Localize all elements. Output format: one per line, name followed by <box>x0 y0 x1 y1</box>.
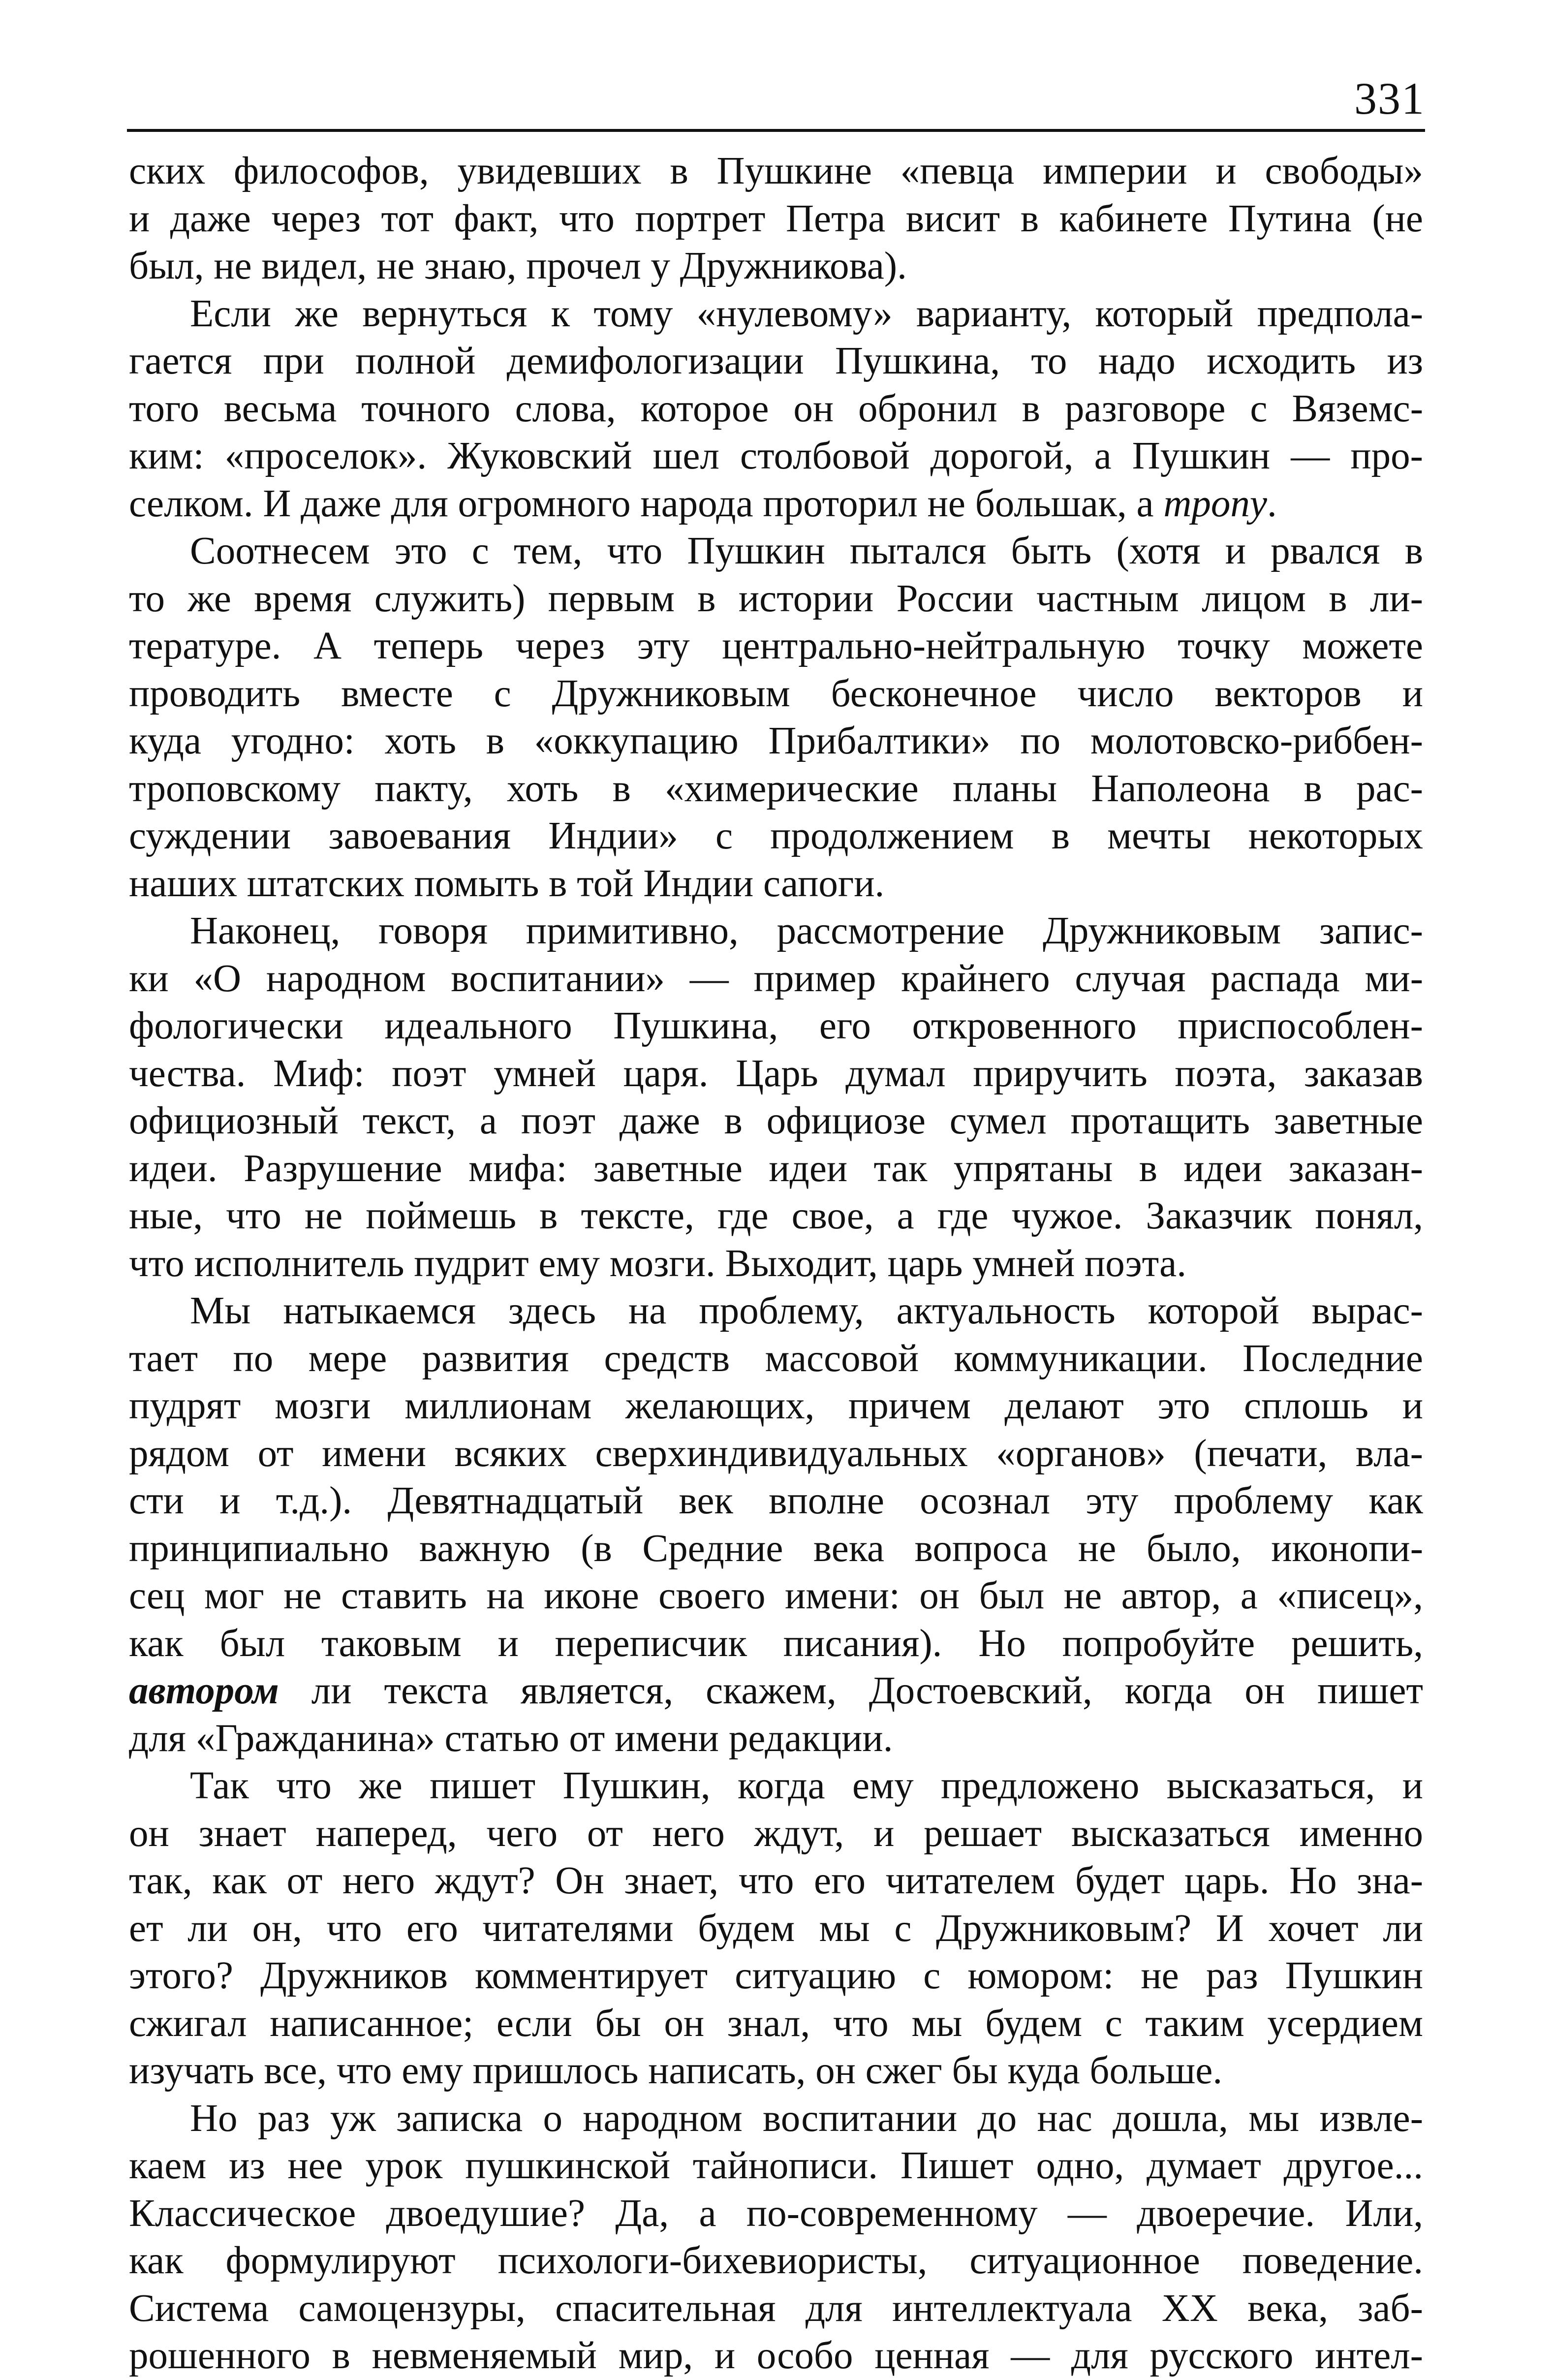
line-text: так, как от него ждут? Он знает, что его читателем будет царь. Но зна- <box>129 1859 1423 1902</box>
text-line <box>129 2000 1423 2048</box>
text-line <box>129 813 1423 860</box>
paragraph <box>129 1287 1423 1762</box>
line-text: Система самоцензуры, спасительная для интеллектуала XX века, заб- <box>129 2286 1423 2330</box>
line-text: Но раз уж записка о народном воспитании до нас дошла, мы извле- <box>190 2097 1423 2140</box>
text-line <box>129 670 1423 718</box>
bold-italic-word: автором <box>129 1669 279 1712</box>
text-line <box>129 2332 1423 2380</box>
text-line <box>129 1762 1423 1810</box>
text-line <box>129 2142 1423 2190</box>
text-line <box>129 290 1423 338</box>
line-text: Классическое двоедушие? Да, а по-современному — двоеречие. Или, <box>129 2192 1423 2235</box>
text-line <box>129 1905 1423 1953</box>
text-line <box>129 718 1423 765</box>
text-line <box>129 243 1423 290</box>
header-rule <box>127 129 1425 132</box>
text-line <box>129 1810 1423 1858</box>
text-line <box>129 2190 1423 2238</box>
text-line <box>129 955 1423 1003</box>
text-line <box>129 385 1423 433</box>
text-line <box>129 480 1423 528</box>
line-text: рошенного в невменяемый мир, и особо ценная — для русского интел- <box>129 2334 1423 2377</box>
text-line <box>129 1050 1423 1098</box>
line-text: каем из нее урок пушкинской тайнописи. Пишет одно, думает другое... <box>129 2144 1423 2187</box>
text-line <box>129 1715 1423 1763</box>
line-text: ет ли он, что его читателями будем мы с Дружниковым? И хочет ли <box>129 1907 1423 1950</box>
paragraph <box>129 2095 1423 2380</box>
line-text: селком. И даже для огромного народа проторил не большак, а <box>129 482 1164 525</box>
line-text: того весьма точного слова, которое он обронил в разговоре с Вяземс- <box>129 387 1423 430</box>
text-line <box>129 1097 1423 1145</box>
line-text: сти и т.д.). Девятнадцатый век вполне осознал эту проблему как <box>129 1479 1423 1522</box>
text-line <box>129 765 1423 813</box>
line-text: . <box>1267 482 1277 525</box>
line-text: ные, что не поймешь в тексте, где свое, а где чужое. Заказчик понял, <box>129 1194 1423 1237</box>
line-text: наших штатских помыть в той Индии сапоги. <box>129 862 885 905</box>
line-text: фологически идеального Пушкина, его откровенного приспособлен- <box>129 1004 1423 1047</box>
italic-word: тропу <box>1163 482 1267 525</box>
line-text: как был таковым и переписчик писания). Но попробуйте решить, <box>129 1622 1423 1665</box>
line-text: идеи. Разрушение мифа: заветные идеи так упрятаны в идеи заказан- <box>129 1147 1423 1190</box>
page-number: 331 <box>1354 73 1425 124</box>
line-text: тературе. А теперь через эту центрально-нейтральную точку можете <box>129 625 1423 667</box>
text-line <box>129 2095 1423 2143</box>
line-text: троповскому пакту, хоть в «химерические планы Наполеона в рас- <box>129 767 1423 810</box>
line-text: куда угодно: хоть в «оккупацию Прибалтики» по молотовско-риббен- <box>129 720 1423 762</box>
paragraph <box>129 148 1423 290</box>
text-line <box>129 1477 1423 1525</box>
line-text: ким: «проселок». Жуковский шел столбовой дорогой, а Пушкин — про- <box>129 435 1423 477</box>
text-line <box>129 1572 1423 1620</box>
paragraph <box>129 908 1423 1287</box>
text-line <box>129 528 1423 575</box>
text-line <box>129 1667 1423 1715</box>
body-text <box>129 148 1423 2377</box>
text-line <box>129 1192 1423 1240</box>
line-text: Если же вернуться к тому «нулевому» варианту, который предпола- <box>190 292 1423 335</box>
text-line <box>129 908 1423 955</box>
text-line <box>129 1430 1423 1478</box>
text-line <box>129 1382 1423 1430</box>
line-text: принципиально важную (в Средние века вопроса не было, иконопи- <box>129 1527 1423 1570</box>
line-text: Соотнесем это с тем, что Пушкин пытался быть (хотя и рвался в <box>190 530 1423 572</box>
paragraph <box>129 290 1423 528</box>
line-text: сжигал написанное; если бы он знал, что мы будем с таким усердием <box>129 2002 1423 2045</box>
line-text: как формулируют психологи-бихевиористы, ситуационное поведение. <box>129 2239 1423 2282</box>
line-text: Наконец, говоря примитивно, рассмотрение Дружниковым запис- <box>190 909 1423 952</box>
text-line <box>129 575 1423 623</box>
line-text: что исполнитель пудрит ему мозги. Выходит, царь умней поэта. <box>129 1242 1186 1285</box>
line-text: ских философов, увидевших в Пушкине «певца империи и свободы» <box>129 150 1423 192</box>
line-text: пудрят мозги миллионам желающих, причем делают это сплошь и <box>129 1384 1423 1427</box>
text-line <box>129 1620 1423 1668</box>
line-text: ки «О народном воспитании» — пример крайнего случая распада ми- <box>129 957 1423 1000</box>
text-line <box>129 148 1423 195</box>
text-line <box>129 2285 1423 2333</box>
line-text: и даже через тот факт, что портрет Петра висит в кабинете Путина (не <box>129 197 1423 240</box>
text-line <box>129 1335 1423 1383</box>
line-text: гается при полной демифологизации Пушкина, то надо исходить из <box>129 340 1423 382</box>
line-text: то же время служить) первым в истории России частным лицом в ли- <box>129 577 1423 620</box>
line-text: он знает наперед, чего от него ждут, и решает высказаться именно <box>129 1812 1423 1855</box>
text-line <box>129 1525 1423 1573</box>
line-text: этого? Дружников комментирует ситуацию с юмором: не раз Пушкин <box>129 1954 1423 1997</box>
line-text: изучать все, что ему пришлось написать, он сжег бы куда больше. <box>129 2049 1223 2092</box>
line-text: суждении завоевания Индии» с продолжением в мечты некоторых <box>129 814 1423 857</box>
line-text: проводить вместе с Дружниковым бесконечное число векторов и <box>129 672 1423 715</box>
paragraph <box>129 528 1423 908</box>
line-text: был, не видел, не знаю, прочел у Дружникова). <box>129 245 907 287</box>
line-text: Мы натыкаемся здесь на проблему, актуальность которой вырас- <box>190 1289 1423 1332</box>
line-text: чества. Миф: поэт умней царя. Царь думал приручить поэта, заказав <box>129 1052 1423 1095</box>
line-text: рядом от имени всяких сверхиндивидуальных «органов» (печати, вла- <box>129 1432 1423 1475</box>
line-text: ли текста является, скажем, Достоевский, когда он пишет <box>279 1669 1423 1712</box>
page-header <box>127 74 1425 138</box>
text-line <box>129 1857 1423 1905</box>
line-text: официозный текст, а поэт даже в официозе сумел протащить заветные <box>129 1099 1423 1142</box>
text-line <box>129 2047 1423 2095</box>
line-text: Так что же пишет Пушкин, когда ему предложено высказаться, и <box>190 1764 1423 1807</box>
line-text: сец мог не ставить на иконе своего имени: он был не автор, а «писец», <box>129 1574 1423 1617</box>
text-line <box>129 1240 1423 1288</box>
text-line <box>129 1145 1423 1193</box>
text-line <box>129 1287 1423 1335</box>
text-line <box>129 433 1423 480</box>
line-text: тает по мере развития средств массовой коммуникации. Последние <box>129 1337 1423 1380</box>
text-line <box>129 1952 1423 2000</box>
text-line <box>129 623 1423 670</box>
text-line <box>129 1002 1423 1050</box>
text-line <box>129 338 1423 385</box>
text-line <box>129 195 1423 243</box>
paragraph <box>129 1762 1423 2095</box>
line-text: для «Гражданина» статью от имени редакции. <box>129 1717 893 1760</box>
text-line <box>129 2237 1423 2285</box>
text-line <box>129 860 1423 908</box>
